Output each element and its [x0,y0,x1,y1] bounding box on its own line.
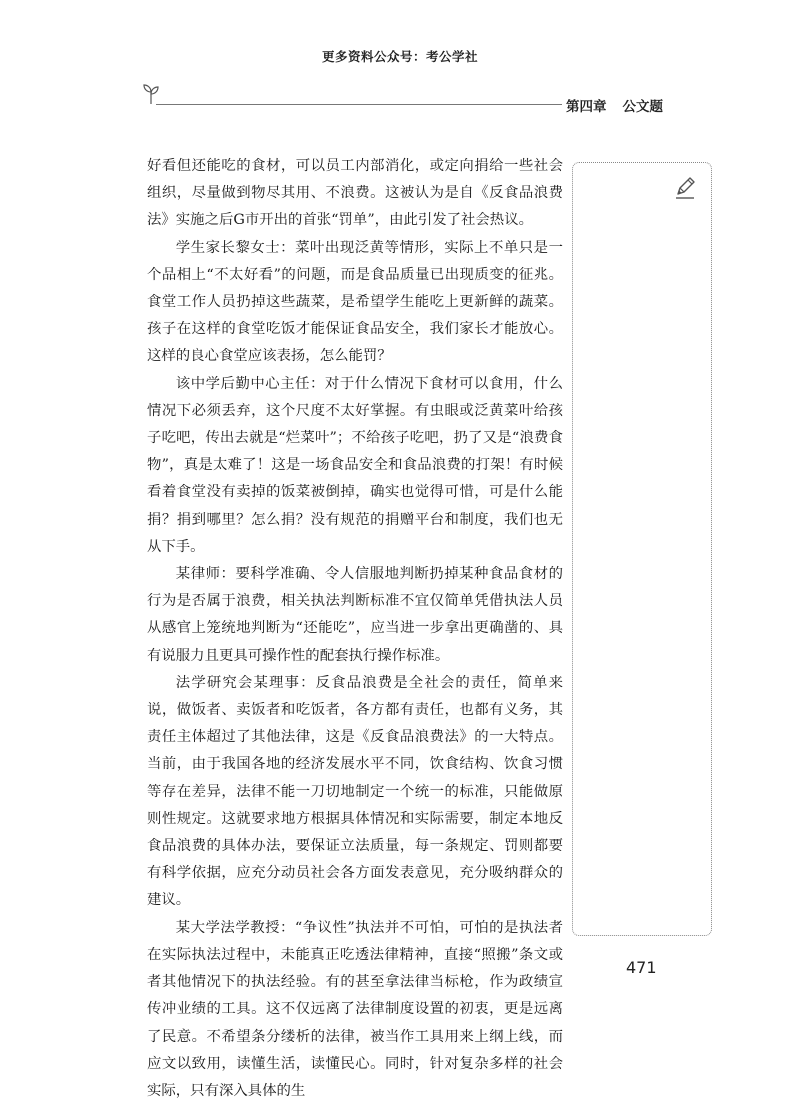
page-number: 471 [626,958,657,977]
watermark-header: 更多资料公众号：考公学社 [321,49,478,64]
chapter-title [566,95,663,115]
paragraph: 法学研究会某理事：反食品浪费是全社会的责任，简单来说，做饭者、卖饭者和吃饭者，各方都有责任，也都有义务，其责任主体超过了其他法律，这是《反食品浪费法》的一大特点。当前，由于我国各地的经济发展水平不同，饮食结构、饮食习惯等存在差异，法律不能一刀切地制定一个统一的标准，只能做原则性规定。这就要求地方根据具体情况和实际需要，制定本地反食品浪费的具体办法，要保证立法质量，每一条规定、罚则都要有科学依据，应充分动员社会各方面发表意见，充分吸纳群众的建议。 [147,674,563,909]
sprout-icon [140,82,162,106]
paragraph: 学生家长黎女士：菜叶出现泛黄等情形，实际上不单只是一个品相上“不太好看”的问题，而是食品质量已出现质变的征兆。食堂工作人员扔掉这些蔬菜，是希望学生能吃上更新鲜的蔬菜。孩子在这样的食堂吃饭才能保证食品安全，我们家长才能放心。这样的良心食堂应该表扬，怎么能罚？ [147,239,563,365]
paragraph: 某律师：要科学准确、令人信服地判断扔掉某种食品食材的行为是否属于浪费，相关执法判断标准不宜仅简单凭借执法人员从感官上笼统地判断为“还能吃”，应当进一步拿出更确凿的、具有说服力且更具可操作性的配套执行操作标准。 [147,566,563,664]
paragraph: 某大学法学教授：“争议性”执法并不可怕，可怕的是执法者在实际执法过程中，未能真正吃透法律精神，直接“照搬”条文或者其他情况下的执法经验。有的甚至拿法律当标枪，作为政绩宣传冲业绩的工具。这不仅远离了法律制度设置的初衷，更是远离了民意。不希望条分缕析的法律，被当作工具用来上纲上线，而应文以致用，读懂生活，读懂民心。同时，针对复杂多样的社会实际，只有深入具体的生 [147,919,563,1099]
body-text [147,153,563,1105]
paragraph: 好看但还能吃的食材，可以员工内部消化，或定向捐给一些社会组织，尽量做到物尽其用、不浪费。这被认为是自《反食品浪费法》实施之后G市开出的首张“罚单”，由此引发了社会热议。 [147,158,563,229]
header-rule [156,104,562,105]
paragraph: 该中学后勤中心主任：对于什么情况下食材可以食用，什么情况下必须丢弃，这个尺度不太好掌握。有虫眼或泛黄菜叶给孩子吃吧，传出去就是“烂菜叶”；不给孩子吃吧，扔了又是“浪费食物”，真是太难了！这是一场食品安全和食品浪费的打架！有时候看着食堂没有卖掉的饭菜被倒掉，确实也觉得可惜，可是什么能捐？捐到哪里？怎么捐？没有规范的捐赠平台和制度，我们也无从下手。 [147,375,563,555]
section-title: 公文题 [622,99,663,115]
notes-margin-box [572,162,712,936]
pencil-icon [673,175,697,201]
chapter-number: 第四章 [566,99,607,115]
